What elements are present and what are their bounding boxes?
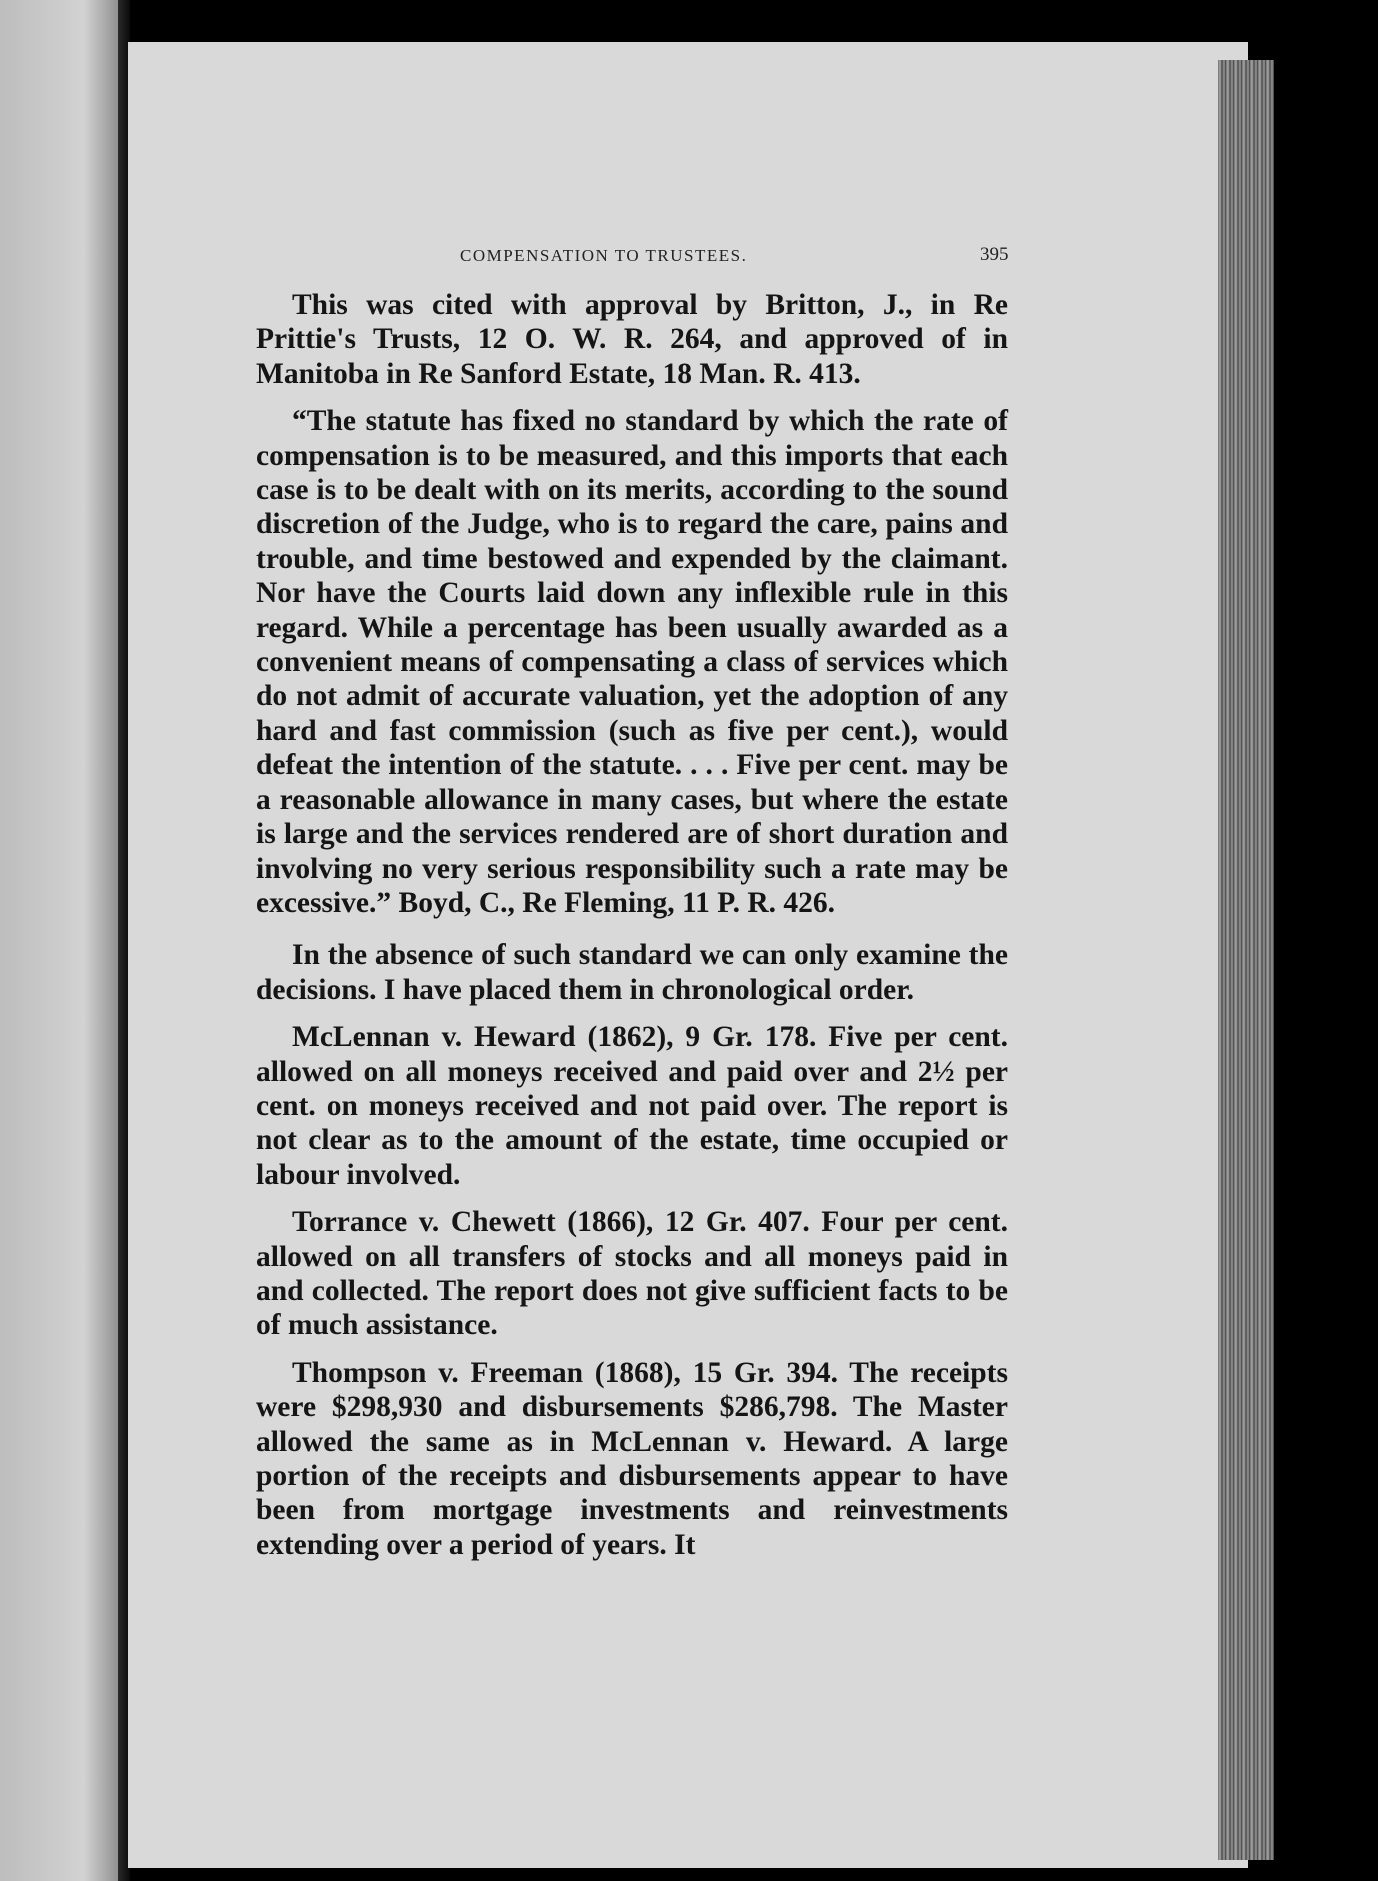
quoted-paragraph: “The statute has fixed no standard by which the rate of compensation is to be measured, and this imports that each case is to be dealt with on its merits, according to the sound discretion of the Judge, who is to regard the care, pains and trouble, and time bestowed and expended by the claimant. Nor have the Courts laid down any inflexible rule in this regard. While a percentage has been usually awarded as a convenient means of compensating a class of services which do not admit of accurate valuation, yet the adoption of any hard and fast commission (such as five per cent.), would defeat the intention of the statute. . . . Five per cent. may be a reasonable allowance in many cases, but where the estate is large and the services rendered are of short duration and involving no very serious responsibility such a rate may be excessive.” Boyd, C., Re Fleming, 11 P. R. 426.	[256, 405, 1008, 919]
paragraph: In the absence of such standard we can only examine the decisions. I have placed them in chronological order.	[256, 939, 1008, 1006]
body-text	[256, 288, 1008, 1562]
paragraph: This was cited with approval by Britton, J., in Re Prittie's Trusts, 12 O. W. R. 264, and approved of in Manitoba in Re Sanford Estate, 18 Man. R. 413.	[256, 289, 1008, 390]
page-edges	[1218, 60, 1274, 1860]
running-head: COMPENSATION TO TRUSTEES.	[460, 246, 748, 265]
case-entry: McLennan v. Heward (1862), 9 Gr. 178. Five per cent. allowed on all moneys received and paid over and 2½ per cent. on moneys received and not paid over. The report is not clear as to the amount of the estate, time occupied or labour involved.	[256, 1021, 1008, 1191]
case-entry: Torrance v. Chewett (1866), 12 Gr. 407. Four per cent. allowed on all transfers of stocks and all moneys paid in and collected. The report does not give sufficient facts to be of much assistance.	[256, 1206, 1008, 1342]
page-number: 395	[980, 244, 1009, 265]
case-entry: Thompson v. Freeman (1868), 15 Gr. 394. The receipts were $298,930 and disbursements $286,798. The Master allowed the same as in McLennan v. Heward. A large portion of the receipts and disbursements appear to have been from mortgage investments and reinvestments extending over a period of years. It	[256, 1356, 1008, 1561]
left-page-margin	[0, 0, 120, 1881]
